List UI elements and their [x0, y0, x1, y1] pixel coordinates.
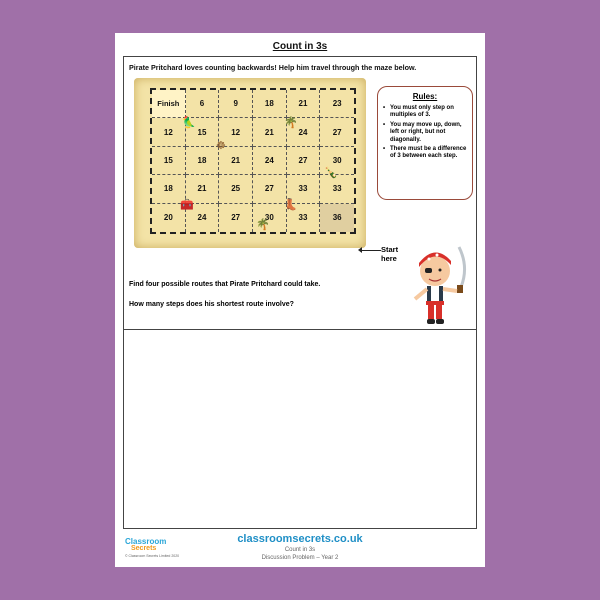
maze-cell: 9	[219, 90, 253, 118]
maze-cell: 24	[253, 147, 287, 175]
treasure-map	[134, 78, 366, 248]
site-url[interactable]: classroomsecrets.co.uk	[237, 533, 363, 545]
maze-cell: 20	[152, 204, 186, 232]
palm-tree-icon: 🌴	[284, 117, 298, 129]
maze-cell: 27	[253, 175, 287, 203]
maze-cell: 25	[219, 175, 253, 203]
ship-wheel-icon: ☸	[216, 140, 226, 152]
worksheet	[115, 33, 485, 567]
answer-box[interactable]	[123, 300, 477, 529]
classroom-secrets-logo: Classroom Secrets © Classroom Secrets Limited 2020	[125, 537, 185, 558]
maze-cell: 15	[186, 118, 220, 146]
maze-cell: Finish	[152, 90, 186, 118]
intro-text: Pirate Pritchard loves counting backwards! Help him travel through the maze below.	[129, 63, 417, 72]
maze-cell: 23	[320, 90, 354, 118]
maze-cell: 12	[152, 118, 186, 146]
maze-cell: 18	[186, 147, 220, 175]
boot-icon: 👢	[284, 199, 298, 211]
rule-item: • There must be a difference of 3 between each step.	[383, 146, 467, 161]
start-label: Start here	[381, 245, 399, 263]
maze-cell: 24	[186, 204, 220, 232]
rules-list	[383, 105, 467, 161]
maze-cell: 18	[152, 175, 186, 203]
maze-cell: 21	[253, 118, 287, 146]
copyright-text: © Classroom Secrets Limited 2020	[125, 554, 180, 558]
rules-box	[377, 86, 473, 200]
maze-cell: 6	[186, 90, 220, 118]
treasure-chest-icon: 🧰	[180, 199, 194, 211]
maze-cell: 33	[287, 204, 321, 232]
rule-item: • You may move up, down, left or right, but not diagonally.	[383, 122, 467, 144]
rules-title: Rules:	[412, 92, 438, 101]
maze-cell: 15	[152, 147, 186, 175]
worksheet-title: Count in 3s	[272, 41, 328, 52]
maze-cell: 27	[320, 118, 354, 146]
maze-cell: 27	[287, 147, 321, 175]
maze-cell: 12	[219, 118, 253, 146]
footer	[115, 529, 485, 567]
maze-grid	[150, 88, 356, 234]
footer-subtitle-2: Discussion Problem – Year 2	[261, 555, 339, 561]
maze-cell: 21	[287, 90, 321, 118]
palm-tree-icon: 🌴	[256, 219, 270, 231]
start-arrow	[361, 250, 381, 251]
maze-cell: 33	[287, 175, 321, 203]
maze-cell: 24	[287, 118, 321, 146]
parrot-icon: 🦜	[182, 117, 196, 129]
maze-cell: 36	[320, 204, 354, 232]
rule-item: • You must only step on multiples of 3.	[383, 105, 467, 120]
question-2: How many steps does his shortest route involve?	[129, 301, 294, 308]
question-box	[123, 56, 477, 330]
maze-cell: 27	[219, 204, 253, 232]
footer-subtitle: Count in 3s	[284, 547, 316, 553]
maze-cell: 18	[253, 90, 287, 118]
maze-cell: 30	[253, 204, 287, 232]
bottle-icon: 🍾	[324, 167, 338, 179]
maze-cell: 30	[320, 147, 354, 175]
question-1: Find four possible routes that Pirate Pritchard could take.	[129, 281, 321, 288]
maze-cell: 21	[186, 175, 220, 203]
maze-cell: 33	[320, 175, 354, 203]
maze-cell: 21	[219, 147, 253, 175]
